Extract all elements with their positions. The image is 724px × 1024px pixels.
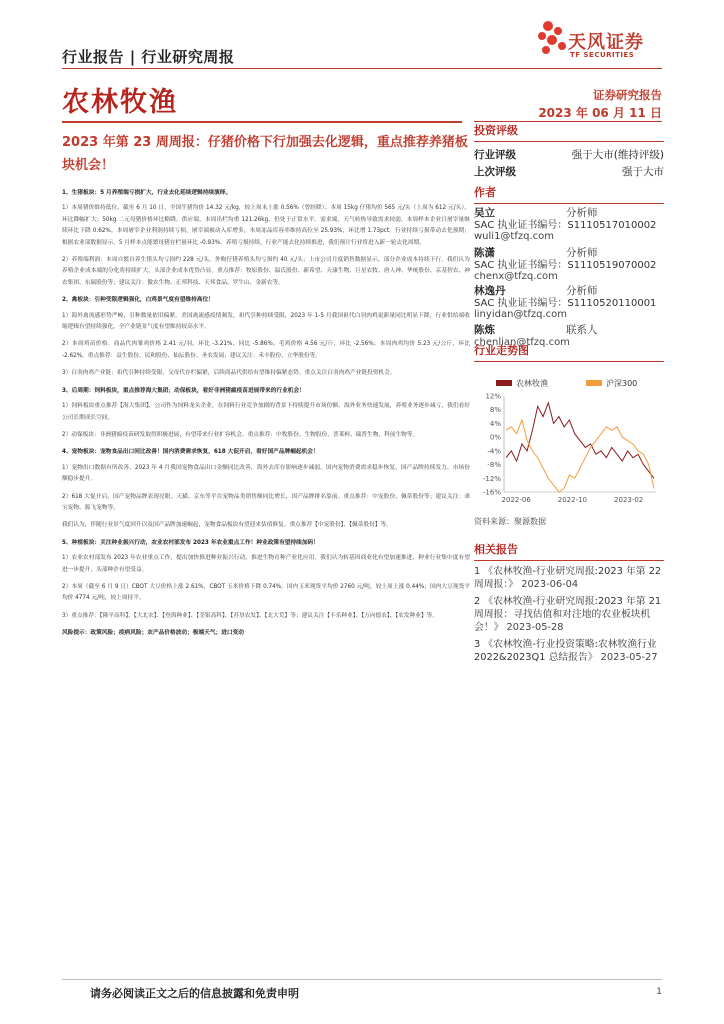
analyst-name: 陈潇 [474,247,495,259]
paragraph: 2）养殖端利润：本周自繁自养生猪头均亏损约 228 元/头，外购仔猪养殖头均亏损约 40 元/头；上市公司月度销售数据显示，部分企业成本持续下行。我们认为养殖企业成本端的分化将持续扩大，头部企业成本优势凸显。重点推荐：牧原股份、温氏股份、新希望、天康生物、巨星农牧、唐人神、华统股份、京基智农、神农集团、东瑞股份等；建议关注：傲农生物、正邦科技、天邦食品、罗牛山、金新农等。 [62,257,470,286]
related-report-title[interactable]: 2 《农林牧渔-行业研究周报:2023 年第 21 周周报：寻找估值和对注地的农业板块机会！》 [474,596,662,633]
analyst-name: 林逸丹 [474,285,506,297]
related-report-item[interactable] [474,565,664,591]
footer-divider [62,979,662,980]
analyst-email[interactable]: chenlian@tfzq.com [474,336,570,348]
report-body [62,182,470,646]
trend-panel [474,342,664,362]
related-reports [474,541,664,664]
rating-panel [474,122,664,180]
chart-source: 资料来源：聚源数据 [474,517,546,526]
prev-rating-value: 强于大市 [622,166,664,178]
report-kind: 证券研究报告 [593,88,662,102]
related-report-title[interactable]: 1 《农林牧渔-行业研究周报:2023 年第 22 周周报：》 [474,566,662,590]
trend-chart [474,374,664,514]
logo-text-cn: 天风证券 [568,32,644,53]
title-divider [62,121,462,123]
section-heading: 1、生猪板块：5 月养殖端亏损扩大，行业去化延续逻辑持续演绎。 [62,190,232,196]
analyst-role: 分析师 [566,285,598,297]
y-tick-label: 12% [485,392,501,401]
analyst-sac: SAC 执业证书编号：S1110517010002 [474,219,657,231]
analyst-card [474,248,664,283]
x-tick-label: 2022-06 [501,496,531,504]
y-tick-label: -16% [482,488,501,497]
legend-swatch [586,380,602,386]
analyst-email[interactable]: linyidan@tfzq.com [474,309,567,320]
authors-heading: 作者 [474,184,664,204]
analyst-card [474,208,664,243]
report-date: 2023 年 06 月 11 日 [538,106,662,120]
analyst-role: 分析师 [566,247,598,259]
legend-label: 沪深300 [606,379,638,388]
paragraph: 1）饲料板块重点推荐【海大集团】，公司作为饲料龙头企业，在饲料行业竞争加剧的背景下持续提升市场份额，海外业务快速发展，养殖业务逐步减亏，我们看好公司长期成长空间。 [62,403,470,421]
y-tick-label: -8% [487,461,501,470]
y-tick-label: 8% [489,406,501,415]
analyst-sac: SAC 执业证书编号：S1110520110001 [474,297,657,309]
paragraph: 我们认为，伴随行业景气度回升以及国产品牌加速崛起，宠物食品板块有望迎来估值修复。重点推荐【中宠股份】、【佩蒂股份】等。 [62,522,392,529]
industry-rating-value: 强于大市(维持评级) [571,149,664,161]
related-report-date: 2023-06-04 [521,579,579,590]
tf-securities-logo [534,18,664,64]
header-divider [62,68,662,69]
analyst-email[interactable]: wuli1@tfzq.com [474,231,555,242]
section-heading: 4、宠物板块：宠物食品出口同比改善！国内消费需求恢复，618 大促开启，看好国产品牌崛起机会！ [62,449,319,456]
y-tick-label: -4% [487,447,501,456]
industry-rating-row [474,146,664,163]
industry-title: 农林牧渔 [62,87,178,118]
risk-warning: 风险提示：政策风险；疫病风险；农产品价格波动；极端天气；进口变动 [62,630,244,637]
analyst-name: 吴立 [474,207,495,219]
analyst-role: 分析师 [566,207,598,219]
paragraph: 1）农业农村部发布 2023 年农业重点工作，提出加快推进种业振兴行动，推进生物育种产业化应用。我们认为转基因商业化有望加速推进，种业行业集中度有望进一步提升，头部种企有望受益。 [62,555,470,573]
x-tick-label: 2022-10 [557,496,588,504]
x-tick-label: 2023-02 [614,496,644,504]
related-report-date: 2023-05-27 [600,652,658,663]
section-heading: 2、禽板块：引种受限逻辑强化，白鸡景气度有望维持高位！ [62,297,214,304]
paragraph: 3）白羽肉鸡产业链：祖代引种持续受限，父母代存栏偏紧，后续商品代供给有望维持偏紧态势。重点关注白羽肉鸡产业链投资机会。 [62,370,396,377]
related-report-date: 2023-05-28 [506,622,564,633]
prev-rating-label: 上次评级 [474,166,516,178]
related-report-item[interactable] [474,638,664,664]
y-tick-label: -12% [482,474,501,483]
paragraph: 2）本周（截至 6 月 9 日）CBOT 大豆价格上涨 2.61%，CBOT 玉米价格下降 0.74%。国内玉米现货平均价 2760 元/吨，较上周上涨 0.44%；国内大豆现货平均价 4774 元/吨，较上周持平。 [62,583,470,602]
analyst-sac: SAC 执业证书编号：S1110519070002 [474,259,657,271]
report-type-label: 行业报告 | 行业研究周报 [62,48,235,66]
paragraph: 2）本周鸡苗价格：商品代肉雏鸡价格 2.41 元/羽，环比 -3.21%，同比 -5.86%；毛鸡价格 4.56 元/斤，环比 -2.56%；本周肉鸡均价 5.23 元/公斤，环比 -2.62%。重点推荐：益生股份、民和股份、仙坛股份、圣农发展；建议关注：禾丰股份、立华股份等。 [62,341,470,359]
analyst-card [474,286,664,321]
page-number: 1 [656,987,662,997]
report-headline: 2023 年第 23 周周报：仔猪价格下行加强去化逻辑，重点推荐养猪板块机会！ [62,135,468,173]
y-tick-label: 0% [489,433,501,442]
section-heading: 3、后周期：饲料板块，重点推荐海大集团；动保板块，看好非洲猪瘟疫苗进展带来的行业机会！ [62,387,305,394]
analyst-email[interactable]: chenx@tfzq.com [474,271,558,282]
paragraph: 1）海外禽流感形势严峻，引种数量依旧偏紧。美国禽流感疫情频发，祖代引种持续受限，2023 年 1-5 月我国祖代白羽肉鸡更新量同比明显下降，行业供给端收缩逻辑有望持续强化，全产业链景气度有望维持较高水平。 [62,312,470,331]
logo-text-en: TF SECURITIES [570,51,635,59]
industry-rating-label: 行业评级 [474,149,516,161]
rating-heading: 投资评级 [474,122,664,142]
analyst-role: 联系人 [566,324,598,336]
y-tick-label: 4% [489,419,501,428]
legend-swatch [496,380,512,386]
logo-mark-icon [534,20,568,60]
legend-label: 农林牧渔 [516,379,548,388]
authors-panel [474,184,664,204]
related-report-item[interactable] [474,595,664,634]
related-heading: 相关报告 [474,541,664,561]
paragraph: 2）618 大促开启，国产宠物品牌表现亮眼。天猫、京东等平台宠物品类销售额同比增长，国产品牌排名靠前。重点推荐：中宠股份、佩蒂股份等；建议关注：乖宝宠物、源飞宠物等。 [62,493,470,511]
prev-rating-row [474,163,664,180]
paragraph: 1）宠物出口数据有所改善。2023 年 4 月我国宠物食品出口金额同比改善，海外去库存影响逐步减弱。国内宠物消费需求稳步恢复，国产品牌持续发力，市场份额稳步提升。 [62,464,470,483]
paragraph: 2）动保板块：非洲猪瘟疫苗研发取得积极进展，有望带来行业扩容机会。重点推荐：中牧股份、生物股份、普莱柯、瑞普生物、科前生物等。 [62,431,419,438]
section-heading: 5、种植板块：关注种业振兴行动，农业农村部发布 2023 年农业重点工作！种业政策有望持续加码！ [62,539,319,546]
analyst-name: 陈炼 [474,324,495,336]
paragraph: 3）重点推荐：【隆平高科】、【大北农】、【登海种业】、【荃银高科】、【苏垦农发】、【北大荒】等；建议关注【丰乐种业】、【万向德农】、【农发种业】等。 [62,612,439,619]
paragraph: 1）本周猪价维持低位。截至 6 月 10 日，全国生猪均价 14.32 元/kg，较上周末上涨 0.56%（曾经降）；本周 15kg 仔猪均价 565 元/头（上周为 612 元/头），环比降幅扩大；50kg 二元母猪价格环比略降。供应端，本周出栏均重 121.26kg，仍处于正常水平。需求端，天气转热导致需求较弱，本周样本企业日屠宰量继续环比下降 0.62%。本周屠宰企业利润持续亏损，屠宰端被动入库增多，本周冻品库容率维持高位至 25.93%，环比增 1.73pct。行业持续亏损带动去化预期；根据农业部数据显示，5 月样本点能繁母猪存栏量环比 -0.93%，养殖亏损持续，行业产能去化持续推进，我们预计行业将进入新一轮去化周期。 [62,205,470,246]
footer-disclaimer: 请务必阅读正文之后的信息披露和免责申明 [90,987,299,1000]
trend-heading: 行业走势图 [474,342,664,362]
related-report-title[interactable]: 3 《农林牧渔-行业投资策略:农林牧渔行业 2022&2023Q1 总结报告》 [474,639,657,663]
